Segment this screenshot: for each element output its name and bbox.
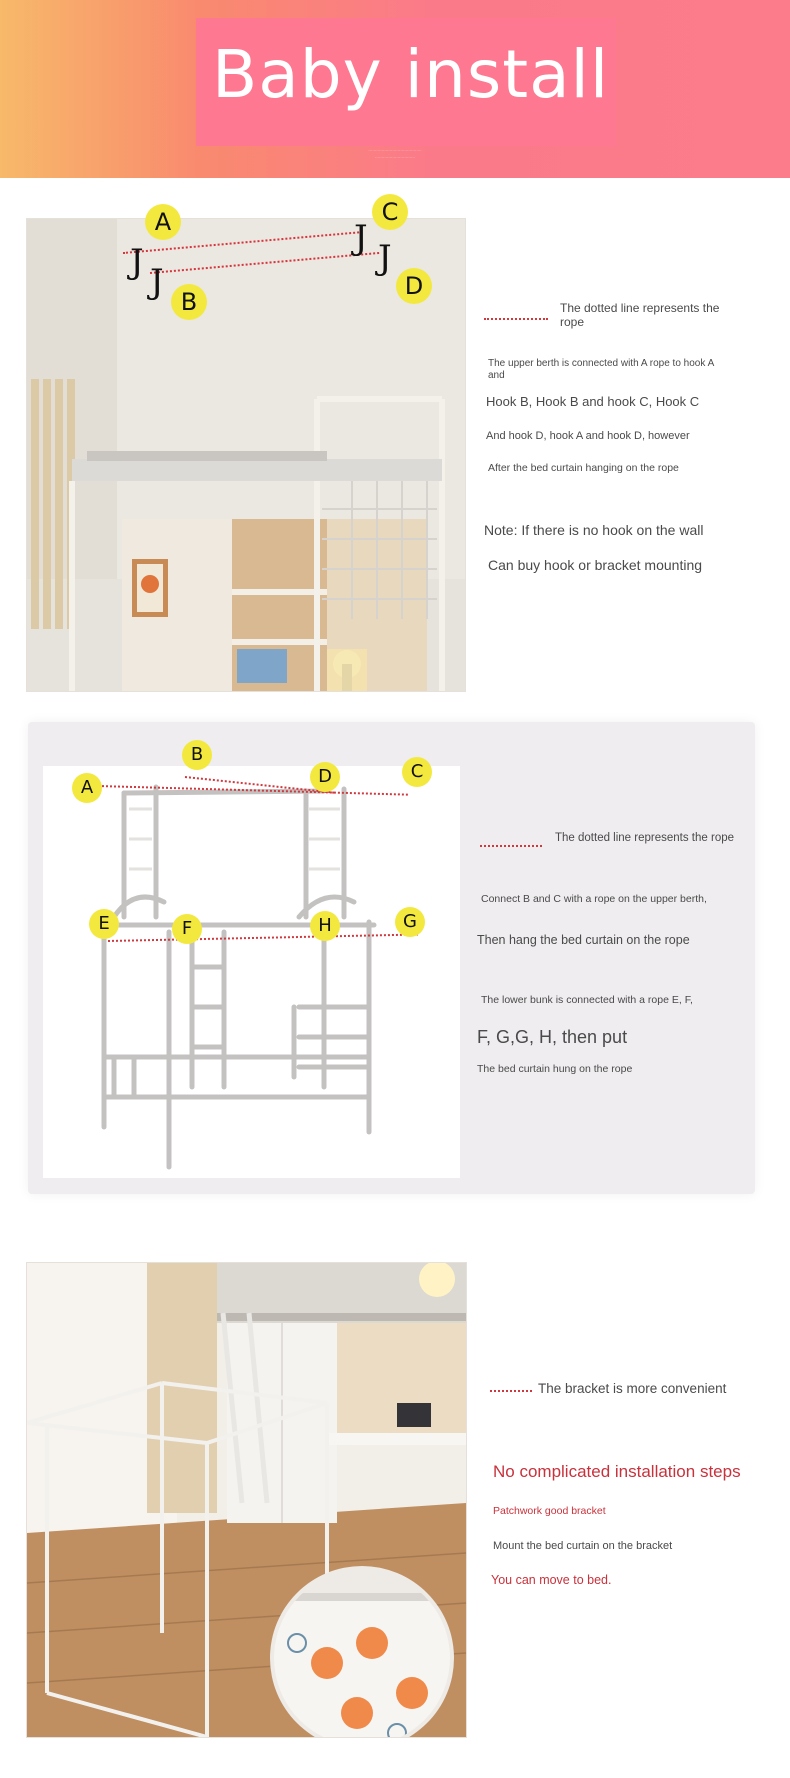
point-label-g: G bbox=[395, 907, 425, 937]
fine-print-1: ········································ bbox=[368, 148, 422, 153]
page-title: Baby install bbox=[212, 36, 610, 113]
point-label-h: H bbox=[310, 911, 340, 941]
legend-dotted-line-3 bbox=[490, 1390, 532, 1392]
bracket-room-illustration bbox=[27, 1263, 466, 1737]
legend-dotted-line-1 bbox=[484, 318, 548, 320]
legend-dotted-line-2 bbox=[480, 845, 542, 847]
hook-label-d: D bbox=[396, 268, 432, 304]
s2-line-5: The bed curtain hung on the rope bbox=[477, 1063, 633, 1075]
s2-line-2: Then hang the bed curtain on the rope bbox=[477, 933, 690, 947]
s2-line-1: Connect B and C with a rope on the upper berth, bbox=[481, 893, 707, 905]
s1-note-2: Can buy hook or bracket mounting bbox=[488, 557, 703, 573]
s2-line-4: F, G,G, H, then put bbox=[477, 1027, 628, 1047]
s1-note-1: Note: If there is no hook on the wall bbox=[484, 522, 704, 538]
s3-headline: No complicated installation steps bbox=[493, 1462, 741, 1481]
bracket-room-photo bbox=[26, 1262, 467, 1738]
hook-label-c: C bbox=[372, 194, 408, 230]
legend-text-2: The dotted line represents the rope bbox=[555, 832, 735, 844]
s3-line-1: Patchwork good bracket bbox=[493, 1505, 606, 1517]
hook-b-icon: J bbox=[150, 262, 164, 302]
s1-line-1: The upper berth is connected with A rope to hook A and bbox=[488, 358, 714, 381]
bunk-bed-illustration bbox=[44, 767, 459, 1177]
hook-c-icon: J bbox=[354, 218, 368, 258]
legend-text-3: The bracket is more convenient bbox=[538, 1381, 727, 1396]
s3-line-2: Mount the bed curtain on the bracket bbox=[493, 1540, 673, 1552]
fine-print-2: ······························ bbox=[375, 155, 415, 160]
s1-line-4: After the bed curtain hanging on the rope bbox=[488, 462, 679, 474]
s1-line-2: Hook B, Hook B and hook C, Hook C bbox=[486, 394, 700, 409]
s1-line-3: And hook D, hook A and hook D, however bbox=[486, 430, 690, 442]
point-label-b: B bbox=[182, 740, 212, 770]
s2-line-3: The lower bunk is connected with a rope E, F, bbox=[481, 994, 693, 1006]
hook-label-a: A bbox=[145, 204, 181, 240]
point-label-a: A bbox=[72, 773, 102, 803]
bunk-bed-photo bbox=[43, 766, 460, 1178]
point-label-c: C bbox=[402, 757, 432, 787]
hook-a-icon: J bbox=[130, 242, 144, 282]
point-label-d: D bbox=[310, 762, 340, 792]
hook-label-b: B bbox=[171, 284, 207, 320]
point-label-f: F bbox=[172, 914, 202, 944]
legend-text-1: The dotted line represents the rope bbox=[560, 301, 720, 329]
hook-d-icon: J bbox=[378, 238, 392, 278]
point-label-e: E bbox=[89, 909, 119, 939]
s3-line-3: You can move to bed. bbox=[491, 1573, 612, 1587]
